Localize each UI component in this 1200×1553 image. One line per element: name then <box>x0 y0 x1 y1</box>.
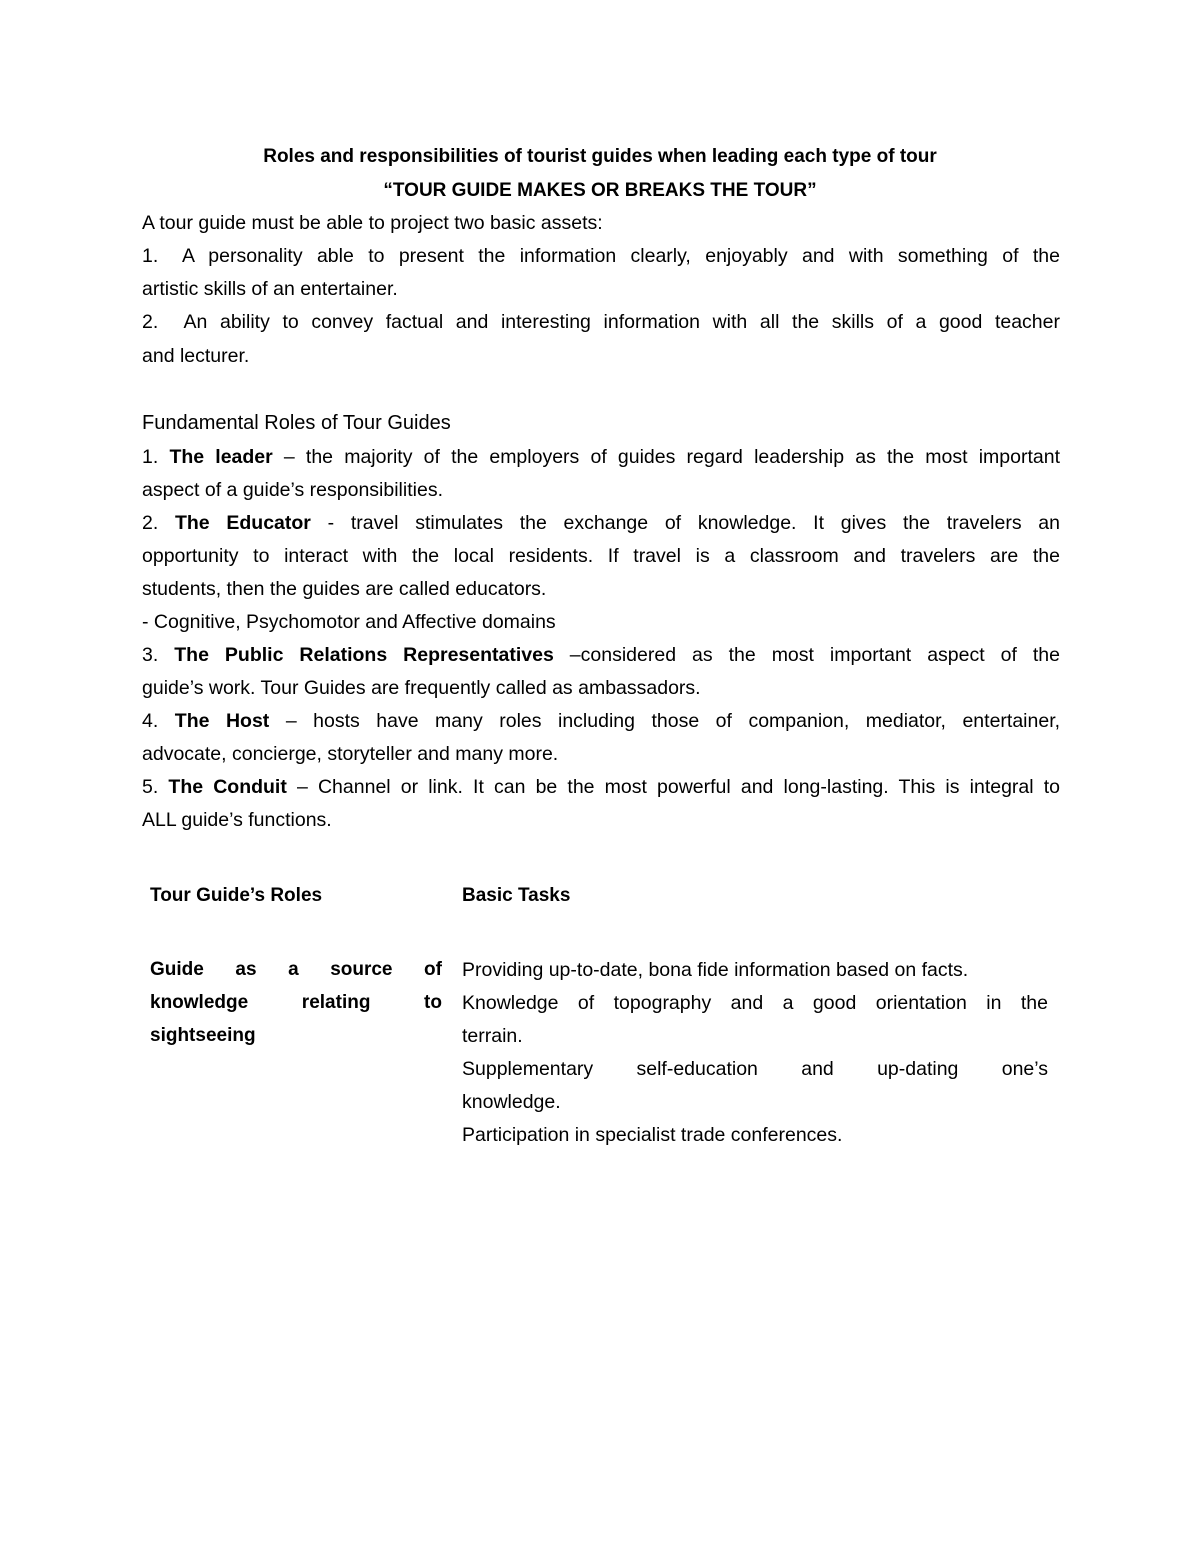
role-1-name: The leader <box>169 446 273 468</box>
asset-2-line-2: and lecturer. <box>142 345 250 367</box>
role-2-line-3: students, then the guides are called educators. <box>142 578 547 600</box>
role-2-line-2: opportunity to interact with the local residents. If travel is a classroom and travelers are the <box>142 545 1060 567</box>
asset-2-line-1: 2. An ability to convey factual and interesting information with all the skills of a good teacher <box>142 311 1060 333</box>
asset-2-number: 2. <box>142 311 159 333</box>
role-1-line-2: aspect of a guide’s responsibilities. <box>142 479 443 501</box>
role-5-line-2: ALL guide’s functions. <box>142 809 332 831</box>
document-title: Roles and responsibilities of tourist guides when leading each type of tour <box>263 146 937 167</box>
table-task-line-4: Supplementary self-education and up-dating one’s <box>462 1058 1048 1080</box>
role-4-line-2: advocate, concierge, storyteller and many more. <box>142 743 559 765</box>
role-3-name: The Public Relations Representatives <box>174 644 554 666</box>
table-header-tasks: Basic Tasks <box>462 885 571 906</box>
role-4-line-1: 4. The Host – hosts have many roles including those of companion, mediator, entertainer, <box>142 710 1061 732</box>
table-role-line-2: knowledge relating to <box>150 992 442 1013</box>
document-subtitle: “TOUR GUIDE MAKES OR BREAKS THE TOUR” <box>383 180 817 201</box>
table-task-line-5: knowledge. <box>462 1091 561 1113</box>
table-role-line-3: sightseeing <box>150 1025 256 1046</box>
role-4-name: The Host <box>174 710 270 732</box>
role-5-line-1: 5. The Conduit – Channel or link. It can be the most powerful and long-lasting. This is integral to <box>142 776 1060 798</box>
role-1-line-1: 1. The leader – the majority of the employers of guides regard leadership as the most important <box>142 446 1060 468</box>
asset-1-number: 1. <box>142 245 159 267</box>
table-task-line-6: Participation in specialist trade conferences. <box>462 1124 843 1146</box>
role-2-name: The Educator <box>174 512 311 534</box>
intro-text: A tour guide must be able to project two basic assets: <box>142 212 603 234</box>
fundamental-roles-heading: Fundamental Roles of Tour Guides <box>142 412 451 434</box>
table-role-line-1: Guide as a source of <box>150 959 442 980</box>
asset-1-line-1: 1. A personality able to present the information clearly, enjoyably and with something of the <box>142 245 1060 267</box>
asset-1-line-2: artistic skills of an entertainer. <box>142 278 398 300</box>
domains-note: - Cognitive, Psychomotor and Affective domains <box>142 611 556 633</box>
table-task-line-2: Knowledge of topography and a good orientation in the <box>462 992 1048 1014</box>
table-header-roles: Tour Guide’s Roles <box>150 885 323 906</box>
table-task-line-1: Providing up-to-date, bona fide information based on facts. <box>462 959 969 981</box>
role-3-line-2: guide’s work. Tour Guides are frequently called as ambassadors. <box>142 677 701 699</box>
table-task-line-3: terrain. <box>462 1025 523 1047</box>
role-5-name: The Conduit <box>168 776 287 798</box>
role-2-line-1: 2. The Educator - travel stimulates the exchange of knowledge. It gives the travelers an <box>142 512 1060 534</box>
role-3-line-1: 3. The Public Relations Representatives –considered as the most important aspect of the <box>142 644 1060 666</box>
